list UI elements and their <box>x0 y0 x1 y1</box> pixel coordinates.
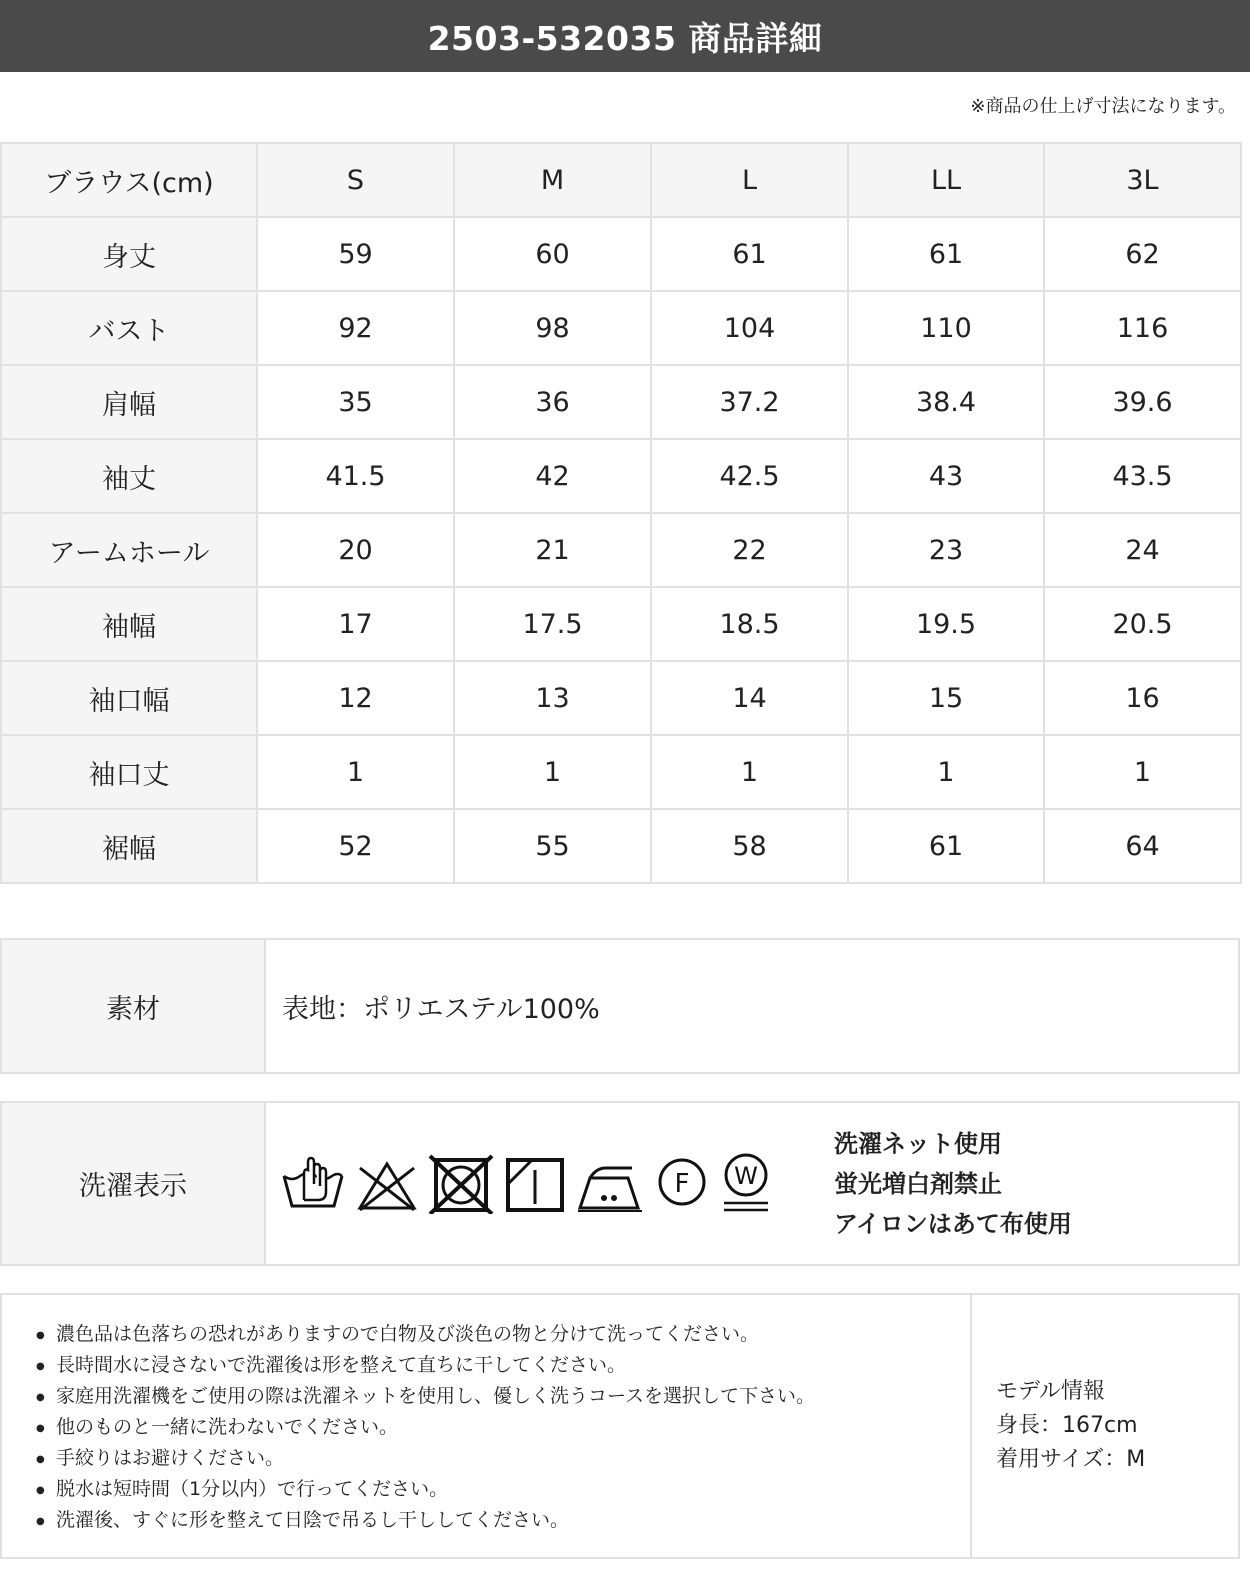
table-cell: 15 <box>848 661 1044 735</box>
table-cell: 98 <box>454 291 651 365</box>
table-cell: 59 <box>257 217 454 291</box>
table-cell: 24 <box>1044 513 1241 587</box>
table-cell: 13 <box>454 661 651 735</box>
row-label: バスト <box>1 291 257 365</box>
table-cell: 12 <box>257 661 454 735</box>
model-info <box>972 1295 1238 1557</box>
table-row <box>1 735 1241 809</box>
dimension-note: ※商品の仕上げ寸法になります。 <box>970 96 1236 117</box>
list-item: ● 長時間水に浸さないで洗濯後は形を整えて直ちに干してください。 <box>36 1350 970 1381</box>
table-header-cell: S <box>257 143 454 217</box>
model-size: 着用サイズ：M <box>996 1447 1146 1472</box>
table-cell: 18.5 <box>651 587 848 661</box>
table-cell: 20 <box>257 513 454 587</box>
table-cell: 64 <box>1044 809 1241 883</box>
table-cell: 17 <box>257 587 454 661</box>
table-cell: 104 <box>651 291 848 365</box>
care-icons <box>280 1151 774 1217</box>
page-header <box>0 0 1250 72</box>
table-cell: 55 <box>454 809 651 883</box>
list-item: ● 家庭用洗濯機をご使用の際は洗濯ネットを使用し、優しく洗うコースを選択して下さい。 <box>36 1381 970 1412</box>
washing-notes <box>2 1295 972 1557</box>
care-label: 洗濯表示 <box>2 1103 266 1264</box>
table-cell: 38.4 <box>848 365 1044 439</box>
page-title: 2503-532035 商品詳細 <box>427 18 823 58</box>
list-item: ● 洗濯後、すぐに形を整えて日陰で吊るし干ししてください。 <box>36 1505 970 1536</box>
table-row <box>1 513 1241 587</box>
line-dry-shade-icon <box>502 1154 568 1214</box>
material-value: 表地：ポリエステル100% <box>282 993 600 1025</box>
table-cell: 62 <box>1044 217 1241 291</box>
table-cell: 41.5 <box>257 439 454 513</box>
care-line: 洗濯ネット使用 <box>834 1129 1002 1158</box>
table-cell: 20.5 <box>1044 587 1241 661</box>
row-label: 袖幅 <box>1 587 257 661</box>
care-line: 蛍光増白剤禁止 <box>834 1169 1002 1198</box>
hand-wash-icon <box>280 1154 346 1214</box>
table-cell: 61 <box>848 809 1044 883</box>
list-item: ● 濃色品は色落ちの恐れがありますので白物及び淡色の物と分けて洗ってください。 <box>36 1319 970 1350</box>
row-label: 袖口丈 <box>1 735 257 809</box>
table-cell: 23 <box>848 513 1044 587</box>
table-cell: 42.5 <box>651 439 848 513</box>
no-tumble-dry-icon <box>428 1154 494 1214</box>
table-cell: 36 <box>454 365 651 439</box>
table-cell: 1 <box>454 735 651 809</box>
table-header-cell: 3L <box>1044 143 1241 217</box>
table-cell: 1 <box>848 735 1044 809</box>
care-section <box>0 1101 1240 1266</box>
table-header-cell: LL <box>848 143 1044 217</box>
table-cell: 1 <box>651 735 848 809</box>
material-label: 素材 <box>2 940 266 1072</box>
table-cell: 1 <box>1044 735 1241 809</box>
row-label: 裾幅 <box>1 809 257 883</box>
table-row <box>1 291 1241 365</box>
row-label: アームホール <box>1 513 257 587</box>
list-item: ● 手絞りはお避けください。 <box>36 1443 970 1474</box>
care-line: アイロンはあて布使用 <box>834 1209 1072 1238</box>
list-item: ● 脱水は短時間（1分以内）で行ってください。 <box>36 1474 970 1505</box>
row-label: 袖丈 <box>1 439 257 513</box>
table-cell: 16 <box>1044 661 1241 735</box>
table-cell: 61 <box>848 217 1044 291</box>
table-row <box>1 587 1241 661</box>
table-cell: 43.5 <box>1044 439 1241 513</box>
table-header-cell: M <box>454 143 651 217</box>
row-label: 肩幅 <box>1 365 257 439</box>
table-cell: 92 <box>257 291 454 365</box>
table-cell: 52 <box>257 809 454 883</box>
care-content <box>266 1103 1238 1264</box>
no-bleach-icon <box>354 1154 420 1214</box>
table-row <box>1 661 1241 735</box>
row-label: 袖口幅 <box>1 661 257 735</box>
table-cell: 21 <box>454 513 651 587</box>
table-cell: 14 <box>651 661 848 735</box>
table-cell: 17.5 <box>454 587 651 661</box>
notes-section <box>0 1293 1240 1559</box>
size-table <box>0 142 1242 884</box>
table-cell: 60 <box>454 217 651 291</box>
table-row <box>1 365 1241 439</box>
table-cell: 1 <box>257 735 454 809</box>
table-header-cell: ブラウス(cm) <box>1 143 257 217</box>
table-cell: 37.2 <box>651 365 848 439</box>
iron-low-with-cloth-icon <box>576 1154 646 1214</box>
table-row <box>1 217 1241 291</box>
wet-clean-letter: W <box>734 1161 758 1190</box>
table-cell: 58 <box>651 809 848 883</box>
model-height: 身長：167cm <box>996 1413 1138 1438</box>
table-cell: 110 <box>848 291 1044 365</box>
material-section <box>0 938 1240 1074</box>
table-header-cell: L <box>651 143 848 217</box>
table-cell: 43 <box>848 439 1044 513</box>
table-cell: 116 <box>1044 291 1241 365</box>
wet-clean-w-icon <box>718 1151 774 1217</box>
table-row <box>1 439 1241 513</box>
dry-clean-f-icon <box>654 1154 710 1214</box>
table-cell: 22 <box>651 513 848 587</box>
table-cell: 35 <box>257 365 454 439</box>
table-cell: 39.6 <box>1044 365 1241 439</box>
table-row <box>1 809 1241 883</box>
model-info-title: モデル情報 <box>996 1379 1105 1404</box>
size-table-header-row <box>1 143 1241 217</box>
dry-clean-letter: F <box>674 1168 690 1199</box>
table-cell: 19.5 <box>848 587 1044 661</box>
care-instructions <box>834 1124 1072 1244</box>
row-label: 身丈 <box>1 217 257 291</box>
list-item: ● 他のものと一緒に洗わないでください。 <box>36 1412 970 1443</box>
table-cell: 42 <box>454 439 651 513</box>
table-cell: 61 <box>651 217 848 291</box>
